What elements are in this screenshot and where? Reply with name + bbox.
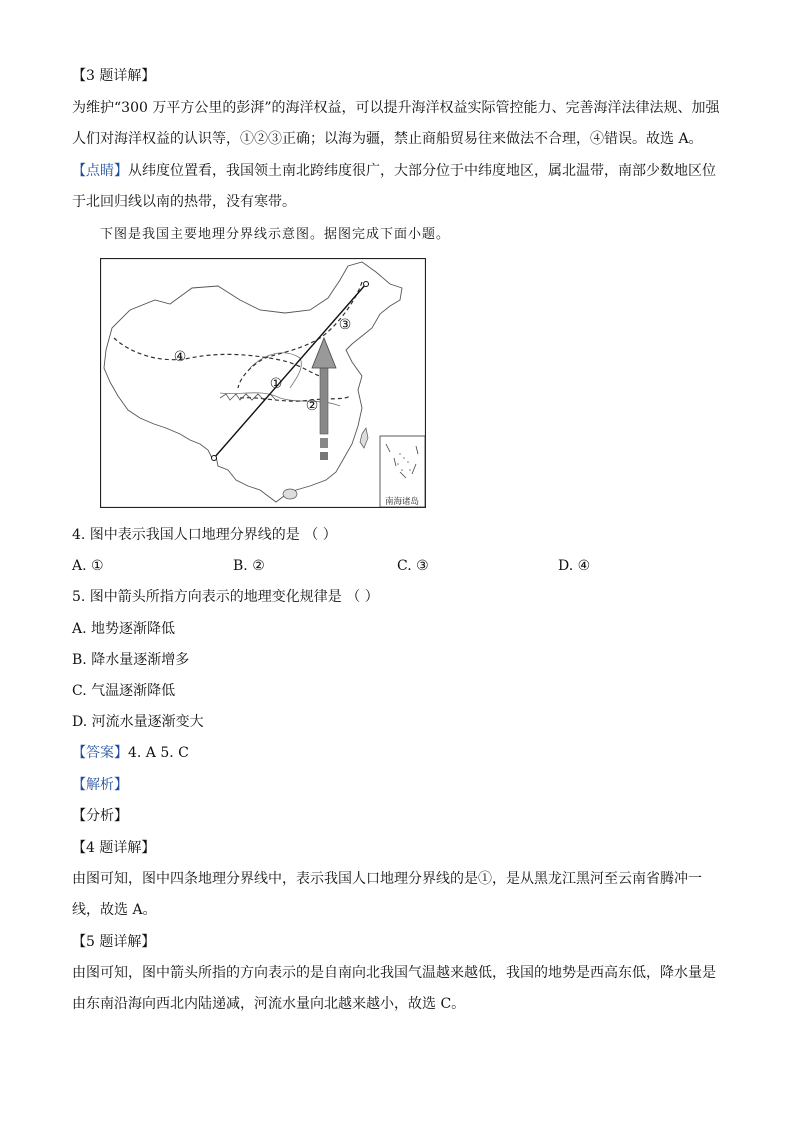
answer-text: 4. A 5. C: [128, 745, 189, 761]
section-4-line-1: 由图可知，图中四条地理分界线中，表示我国人口地理分界线的是①，是从黑龙江黑河至云南省腾冲一: [72, 871, 702, 887]
answer-tag: 【答案】: [72, 745, 128, 761]
dianjing-line-1: [72, 161, 716, 181]
inset-label: 南海诸岛: [384, 497, 420, 507]
section-5-line-1: 由图可知，图中箭头所指的方向表示的是自南向北我国气温越来越低，我国的地势是西高东低，降水量是: [72, 965, 716, 981]
q5-stem: 5. 图中箭头所指方向表示的地理变化规律是 （ ）: [72, 589, 379, 605]
map-caption: 下图是我国主要地理分界线示意图。据图完成下面小题。: [100, 227, 451, 242]
section-3-line-1: 为维护“300 万平方公里的彭湃”的海洋权益，可以提升海洋权益实际管控能力、完善海洋法律法规、加强: [72, 100, 720, 116]
q4-option-a: A. ①: [72, 558, 104, 574]
jiexi-tag: 【解析】: [72, 777, 128, 793]
label-3-marker: [339, 317, 352, 333]
fenxi-tag: 【分析】: [72, 808, 128, 824]
dianjing-line-2: 于北回归线以南的热带，没有寒带。: [72, 194, 296, 210]
svg-text:②: ②: [305, 398, 319, 414]
q5-option-c: C. 气温逐渐降低: [72, 683, 176, 699]
china-boundary-map: [100, 258, 426, 508]
q5-option-d: D. 河流水量逐渐变大: [72, 714, 204, 730]
tengchong-point: [212, 456, 217, 461]
answer-line: [72, 743, 189, 763]
heihe-point: [364, 282, 369, 287]
svg-text:③: ③: [338, 317, 352, 333]
section-3-title: 【3 题详解】: [72, 68, 156, 84]
section-3-line-2: 人们对海洋权益的认识等，①②③正确；以海为疆，禁止商船贸易往来做法不合理，④错误。故选 A。: [72, 131, 703, 147]
q4-option-b: B. ②: [233, 558, 265, 574]
q4-option-d: D. ④: [558, 558, 591, 574]
section-5-title: 【5 题详解】: [72, 934, 156, 950]
q5-option-b: B. 降水量逐渐增多: [72, 652, 190, 668]
label-2-marker: [306, 398, 319, 414]
section-4-line-2: 线，故选 A。: [72, 902, 157, 918]
svg-text:④: ④: [173, 349, 187, 365]
q4-option-c: C. ③: [397, 558, 429, 574]
q5-option-a: A. 地势逐渐降低: [72, 621, 176, 637]
q4-stem: 4. 图中表示我国人口地理分界线的是 （ ）: [72, 527, 337, 543]
label-1-marker: [270, 376, 283, 392]
section-4-title: 【4 题详解】: [72, 840, 156, 856]
dianjing-text-1: 从纬度位置看，我国领土南北跨纬度很广，大部分位于中纬度地区，属北温带，南部少数地区位: [128, 163, 716, 179]
label-4-marker: [174, 349, 187, 365]
hainan-island: [283, 489, 297, 499]
dianjing-tag: 【点睛】: [72, 163, 128, 179]
section-5-line-2: 由东南沿海向西北内陆递减，河流水量向北越来越小，故选 C。: [72, 996, 466, 1012]
svg-text:①: ①: [269, 376, 283, 392]
